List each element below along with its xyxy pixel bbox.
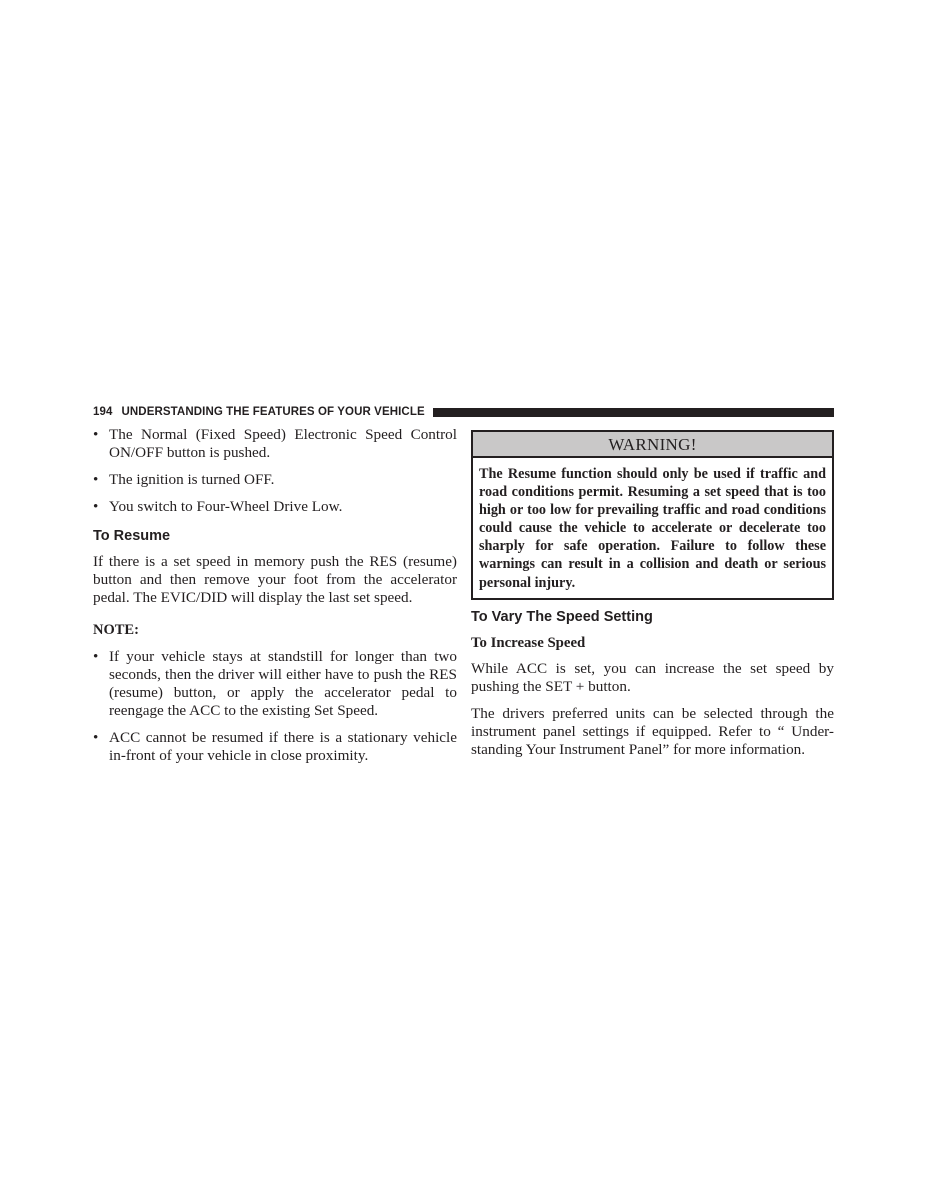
bullet-icon: •	[93, 729, 99, 746]
bullet-icon: •	[93, 498, 99, 515]
to-resume-paragraph: If there is a set speed in memory push the RES (resume) button and then remove your foot from the accelerator pedal. The EVIC/DID will display the last set speed.	[93, 553, 457, 606]
list-item	[93, 729, 457, 765]
vary-speed-heading: To Vary The Speed Setting	[471, 608, 653, 625]
note-label: NOTE:	[93, 622, 139, 638]
bullet-icon: •	[93, 471, 99, 488]
right-column	[471, 426, 834, 768]
cancel-conditions-list	[93, 426, 457, 516]
note-list	[93, 648, 457, 765]
bullet-icon: •	[93, 426, 99, 443]
list-item-text: The Normal (Fixed Speed) Electronic Speed Control ON/OFF button is pushed.	[109, 426, 457, 461]
left-column	[93, 426, 457, 774]
list-item-text: If your vehicle stays at standstill for longer than two seconds, then the driver will either have to push the RES (resume) button, or apply the accelerator pedal to reengage the ACC to the existing Set Speed.	[109, 648, 457, 719]
bullet-icon: •	[93, 648, 99, 665]
list-item-text: ACC cannot be resumed if there is a stationary vehicle in-front of your vehicle in close proximity.	[109, 729, 457, 764]
section-title: UNDERSTANDING THE FEATURES OF YOUR VEHICLE	[121, 406, 425, 418]
header-rule	[433, 408, 834, 417]
list-item	[93, 426, 457, 462]
units-paragraph: The drivers preferred units can be selected through the instrument panel settings if equipped. Refer to “ Under-standing Your Instrument Panel” for more information.	[471, 704, 834, 758]
page-header	[93, 404, 834, 420]
page-number: 194	[93, 406, 113, 418]
list-item	[93, 498, 457, 516]
list-item	[93, 471, 457, 489]
increase-speed-paragraph: While ACC is set, you can increase the set speed by pushing the SET + button.	[471, 659, 834, 695]
list-item	[93, 648, 457, 720]
to-resume-heading: To Resume	[93, 528, 171, 544]
warning-title: WARNING!	[473, 432, 832, 458]
list-item-text: The ignition is turned OFF.	[109, 471, 275, 488]
list-item-text: You switch to Four-Wheel Drive Low.	[109, 498, 343, 515]
warning-box	[471, 430, 834, 600]
warning-body: The Resume function should only be used if traffic and road conditions permit. Resuming a set speed that is too high or too low for prevailing traffic and road conditions could cause the vehicle to accelerate or decelerate too sharply for safe operation. Failure to follow these warnings can result in a collision and death or serious personal injury.	[479, 466, 826, 591]
increase-speed-heading: To Increase Speed	[471, 634, 586, 651]
